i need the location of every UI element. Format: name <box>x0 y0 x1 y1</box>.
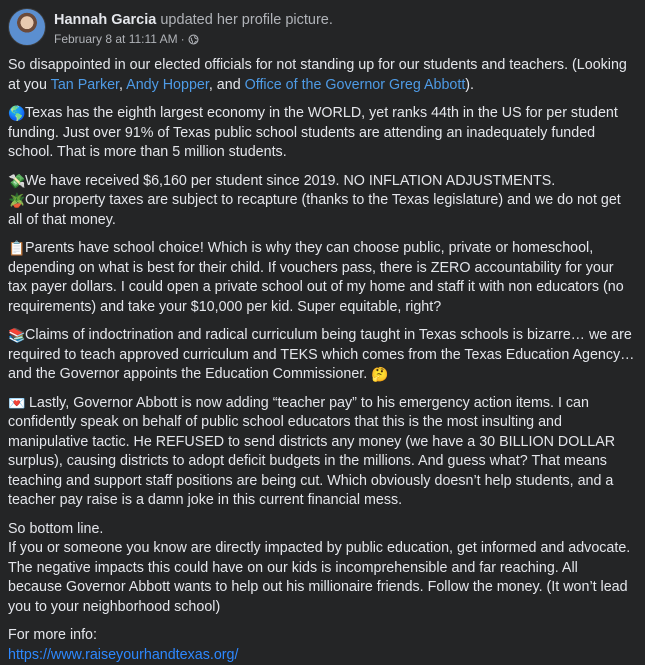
paragraph-teacher-pay <box>8 394 635 511</box>
paragraph-economy <box>8 104 635 163</box>
clipboard-emoji-icon: 📋 <box>8 240 26 256</box>
globe-americas-emoji-icon: 🌎 <box>8 105 26 121</box>
economy-text: Texas has the eighth largest economy in the WORLD, yet ranks 44th in the US for per student funding. Just over 91% of Texas public school students are attending an inadequately funded school. That is more than 5 million students. <box>8 105 618 160</box>
post-header-text <box>54 8 333 47</box>
bottom-line-text: If you or someone you know are directly impacted by public education, get informed and advocate. The negative impacts this could have on our kids is incomprehensible and far reaching. All because Governor Abbott wants to help out his millionaire friends. Follow the money. (It won’t lead you to your neighborhood school) <box>8 540 631 615</box>
tag-governor-office-link[interactable]: Office of the Governor Greg Abbott <box>244 76 466 93</box>
potted-plant-emoji-icon: 🪴 <box>8 192 26 208</box>
post-meta <box>54 31 333 47</box>
globe-icon[interactable] <box>188 34 199 45</box>
intro-text-4: ). <box>465 76 475 93</box>
post-timestamp-link[interactable]: February 8 at 11:11 AM <box>54 32 178 46</box>
school-choice-text: Parents have school choice! Which is why they can choose public, private or homeschool, depending on what is best for their child. If vouchers pass, there is ZERO accountability for your tax payer dollars. I could open a private school out of my home and staff it with non educators (no requirements) and take your $10,000 per kid. Super equitable, right? <box>8 240 624 315</box>
thinking-face-emoji-icon: 🤔 <box>371 366 389 382</box>
author-avatar[interactable] <box>8 8 46 46</box>
books-emoji-icon: 📚 <box>8 327 26 343</box>
paragraph-intro <box>8 56 635 95</box>
raise-your-hand-texas-link[interactable]: https://www.raiseyourhandtexas.org/ <box>8 646 239 663</box>
meta-separator: · <box>180 32 185 46</box>
post-body <box>8 56 635 665</box>
paragraph-school-choice <box>8 239 635 317</box>
tag-andy-hopper-link[interactable]: Andy Hopper <box>126 76 209 93</box>
teacher-pay-text: Lastly, Governor Abbott is now adding “teacher pay” to his emergency action items. I can confidently speak on behalf of public school educators that this is the most insulting and manipulative tactic. He REFUSED to send districts any money (we have a 30 BILLION DOLLAR surplus), causing districts to adopt deficit budgets in the millions. And guess what? That means teaching and support staff positions are being cut. Which obviously doesn’t help students, and a teacher pay raise is a damn joke in this current financial mess. <box>8 394 616 508</box>
money-with-wings-emoji-icon: 💸 <box>8 172 26 189</box>
paragraph-more-info <box>8 626 635 665</box>
intro-text-2: , <box>119 76 127 93</box>
intro-text-1: So disappointed in our elected officials for not standing up for our students and teachers. (Looking at you <box>8 57 627 93</box>
property-tax-text: Our property taxes are subject to recapture (thanks to the Texas legislature) and we do not get all of that money. <box>8 192 621 228</box>
post-headline <box>54 11 333 29</box>
intro-text-3: , and <box>208 76 245 93</box>
post-header <box>8 8 635 54</box>
paragraph-bottom-line <box>8 520 635 618</box>
author-name-link[interactable]: Hannah Garcia <box>54 12 157 28</box>
tag-tan-parker-link[interactable]: Tan Parker <box>50 76 120 93</box>
love-letter-emoji-icon: 💌 <box>8 394 26 411</box>
more-info-label: For more info: <box>8 627 97 643</box>
bottom-line-heading: So bottom line. <box>8 520 104 537</box>
curriculum-text: Claims of indoctrination and radical curriculum being taught in Texas schools is bizarre… we are required to teach approved curriculum and TEKS which comes from the Texas Education Agency… and the Governor appoints the Education Commissioner. <box>8 327 635 382</box>
paragraph-curriculum <box>8 326 635 385</box>
paragraph-funding <box>8 172 635 231</box>
funding-text: We have received $6,160 per student since 2019. NO INFLATION ADJUSTMENTS. <box>25 172 556 189</box>
post-action-text: updated her profile picture. <box>156 12 333 28</box>
